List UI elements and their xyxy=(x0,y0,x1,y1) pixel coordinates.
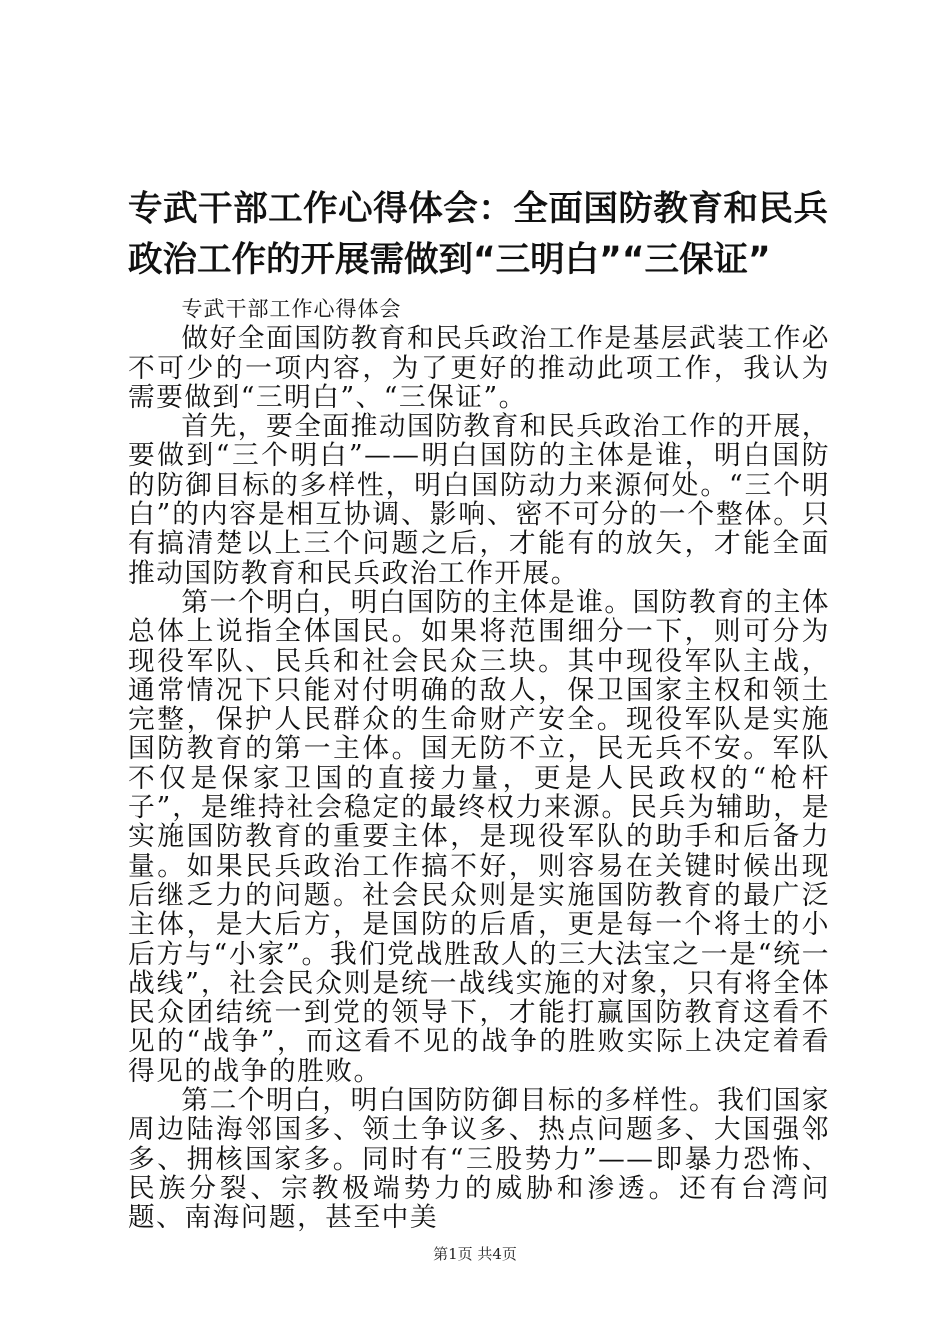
paragraph-second: 第一个明白，明白国防的主体是谁。国防教育的主体总体上说指全体国民。如果将范围细分一下，则可分为现役军队、民兵和社会民众三块。其中现役军队主战，通常情况下只能对付明确的敌人，保卫国家主权和领土完整，保护人民群众的生命财产安全。现役军队是实施国防教育的第一主体。国无防不立，民无兵不安。军队不仅是保家卫国的直接力量，更是人民政权的“枪杆子”，是维持社会稳定的最终权力来源。民兵为辅助，是实施国防教育的重要主体，是现役军队的助手和后备力量。如果民兵政治工作搞不好，则容易在关键时候出现后继乏力的问题。社会民众则是实施国防教育的最广泛主体，是大后方，是国防的后盾，更是每一个将士的小后方与“小家”。我们党战胜敌人的三大法宝之一是“统一战线”，社会民众则是统一战线实施的对象，只有将全体民众团结统一到党的领导下，才能打赢国防教育这看不见的“战争”，而这看不见的战争的胜败实际上决定着看得见的战争的胜败。 xyxy=(128,586,830,1087)
paragraph-first: 首先，要全面推动国防教育和民兵政治工作的开展，要做到“三个明白”——明白国防的主体是谁，明白国防的防御目标的多样性，明白国防动力来源何处。“三个明白”的内容是相互协调、影响、密不可分的一个整体。只有搞清楚以上三个问题之后，才能有的放矢，才能全面推动国防教育和民兵政治工作开展。 xyxy=(128,411,830,589)
page-footer: 第1页 共4页 xyxy=(433,1245,517,1263)
document-subtitle: 专武干部工作心得体会 xyxy=(181,297,402,321)
document-body xyxy=(128,295,830,1233)
document-title: 专武干部工作心得体会：全面国防教育和民兵政治工作的开展需做到“三明白”“三保证” xyxy=(128,189,828,280)
paragraph-third: 第二个明白，明白国防防御目标的多样性。我们国家周边陆海邻国多、领土争议多、热点问题多、大国强邻多、拥核国家多。同时有“三股势力”——即暴力恐怖、民族分裂、宗教极端势力的威胁和渗透。还有台湾问题、南海问题，甚至中美 xyxy=(128,1085,830,1234)
paragraph-intro: 做好全面国防教育和民兵政治工作是基层武装工作必不可少的一项内容，为了更好的推动此项工作，我认为需要做到“三明白”、“三保证”。 xyxy=(128,323,830,413)
